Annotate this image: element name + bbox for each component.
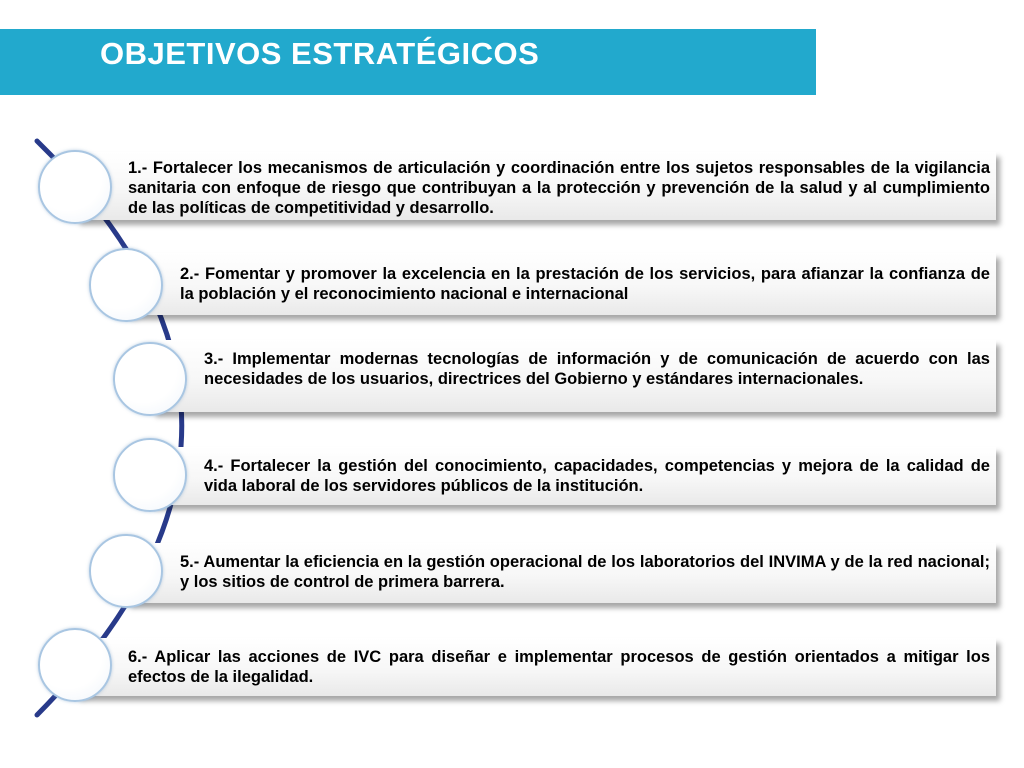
objective-circle-2 bbox=[89, 248, 163, 322]
objective-text-2: 2.- Fomentar y promover la excelencia en la prestación de los servicios, para afianzar la confianza de la población y el reconocimiento nacional e internacional bbox=[180, 265, 990, 303]
objective-text-5: 5.- Aumentar la eficiencia en la gestión operacional de los laboratorios del INVIMA y de la red nacional; y los sitios de control de primera barrera. bbox=[180, 553, 990, 591]
objective-text-6: 6.- Aplicar las acciones de IVC para diseñar e implementar procesos de gestión orientados a mitigar los efectos de la ilegalidad. bbox=[128, 648, 990, 686]
objective-circle-3 bbox=[113, 342, 187, 416]
objective-circle-4 bbox=[113, 438, 187, 512]
objective-text-3: 3.- Implementar modernas tecnologías de información y de comunicación de acuerdo con las necesidades de los usuarios, directrices del Gobierno y estándares internacionales. bbox=[204, 350, 990, 388]
page-title: OBJETIVOS ESTRATÉGICOS bbox=[100, 36, 540, 71]
objective-circle-6 bbox=[38, 628, 112, 702]
objective-text-1: 1.- Fortalecer los mecanismos de articulación y coordinación entre los sujetos responsables de la vigilancia sanitaria con enfoque de riesgo que contribuyan a la protección y prevención de la salud y al cumplimiento de las políticas de competitividad y desarrollo. bbox=[128, 159, 990, 217]
objective-circle-5 bbox=[89, 534, 163, 608]
objective-band-6 bbox=[76, 638, 996, 696]
objective-band-5 bbox=[127, 543, 996, 603]
objective-band-3 bbox=[152, 340, 996, 412]
objective-band-2 bbox=[127, 253, 996, 315]
objective-band-4 bbox=[152, 447, 996, 505]
objective-band-1 bbox=[76, 152, 996, 220]
objective-text-4: 4.- Fortalecer la gestión del conocimiento, capacidades, competencias y mejora de la calidad de vida laboral de los servidores públicos de la institución. bbox=[204, 457, 990, 495]
objective-circle-1 bbox=[38, 150, 112, 224]
